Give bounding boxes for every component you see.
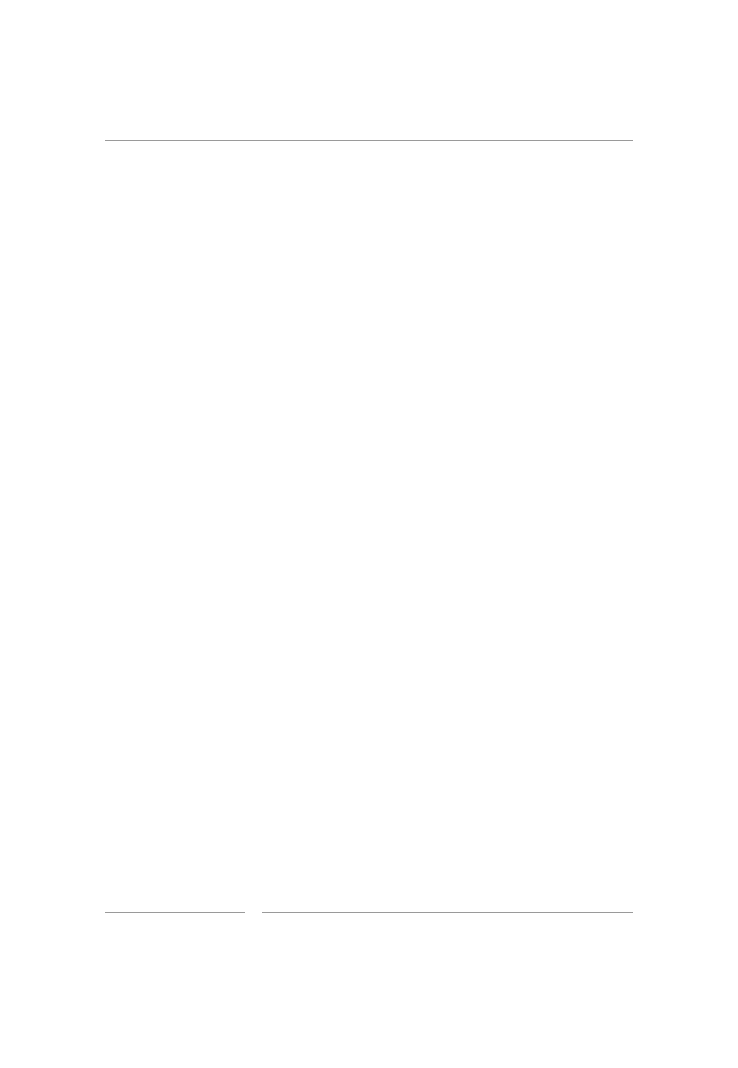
top-rule — [105, 140, 633, 141]
main-text-column — [262, 172, 635, 193]
bottom-rule-right — [262, 912, 633, 913]
bottom-rule-left — [105, 912, 245, 913]
